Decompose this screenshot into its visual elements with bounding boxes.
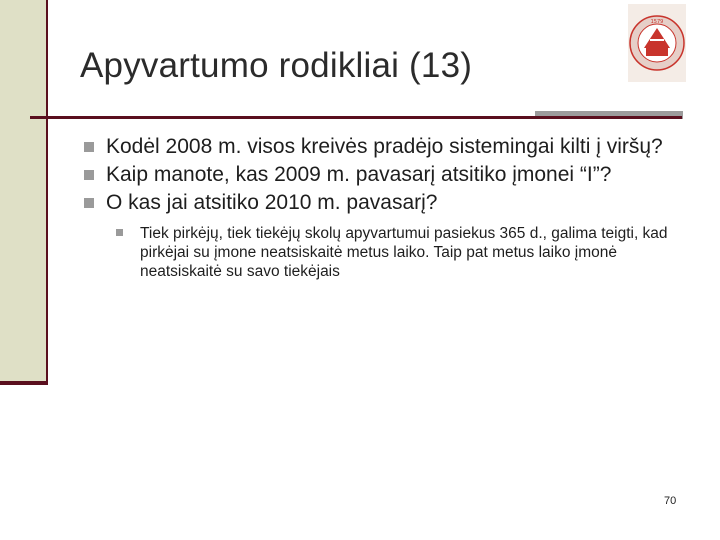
bullet-text: Kaip manote, kas 2009 m. pavasarį atsitiko įmonei “I”?	[106, 163, 612, 186]
sub-bullet-item	[116, 224, 680, 281]
bullet-marker-icon	[84, 170, 94, 180]
bullet-text: Kodėl 2008 m. visos kreivės pradėjo sistemingai kilti į viršų?	[106, 135, 663, 158]
logo-year: 1579	[650, 19, 664, 25]
page-number: 70	[664, 495, 677, 507]
sub-bullet-text: Tiek pirkėjų, tiek tiekėjų skolų apyvartumui pasiekus 365 d., galima teigti, kad pirkėjai su įmone neatsiskaitė metus laiko. Taip pat metus laiko įmonė neatsiskaitė su savo tiekėjais	[140, 225, 668, 280]
bullet-text: O kas jai atsitiko 2010 m. pavasarį?	[106, 191, 438, 214]
sub-bullet-marker-icon	[116, 229, 123, 236]
side-panel-accent	[0, 381, 48, 385]
bullet-item	[84, 162, 684, 188]
bullet-item	[84, 190, 684, 216]
bullet-item	[84, 134, 684, 160]
bullet-marker-icon	[84, 142, 94, 152]
slide-content	[84, 134, 684, 281]
slide-title: Apyvartumo rodikliai (13)	[80, 46, 473, 85]
title-divider	[30, 116, 682, 119]
university-logo-icon	[628, 4, 686, 82]
bullet-marker-icon	[84, 198, 94, 208]
side-panel	[0, 0, 48, 384]
